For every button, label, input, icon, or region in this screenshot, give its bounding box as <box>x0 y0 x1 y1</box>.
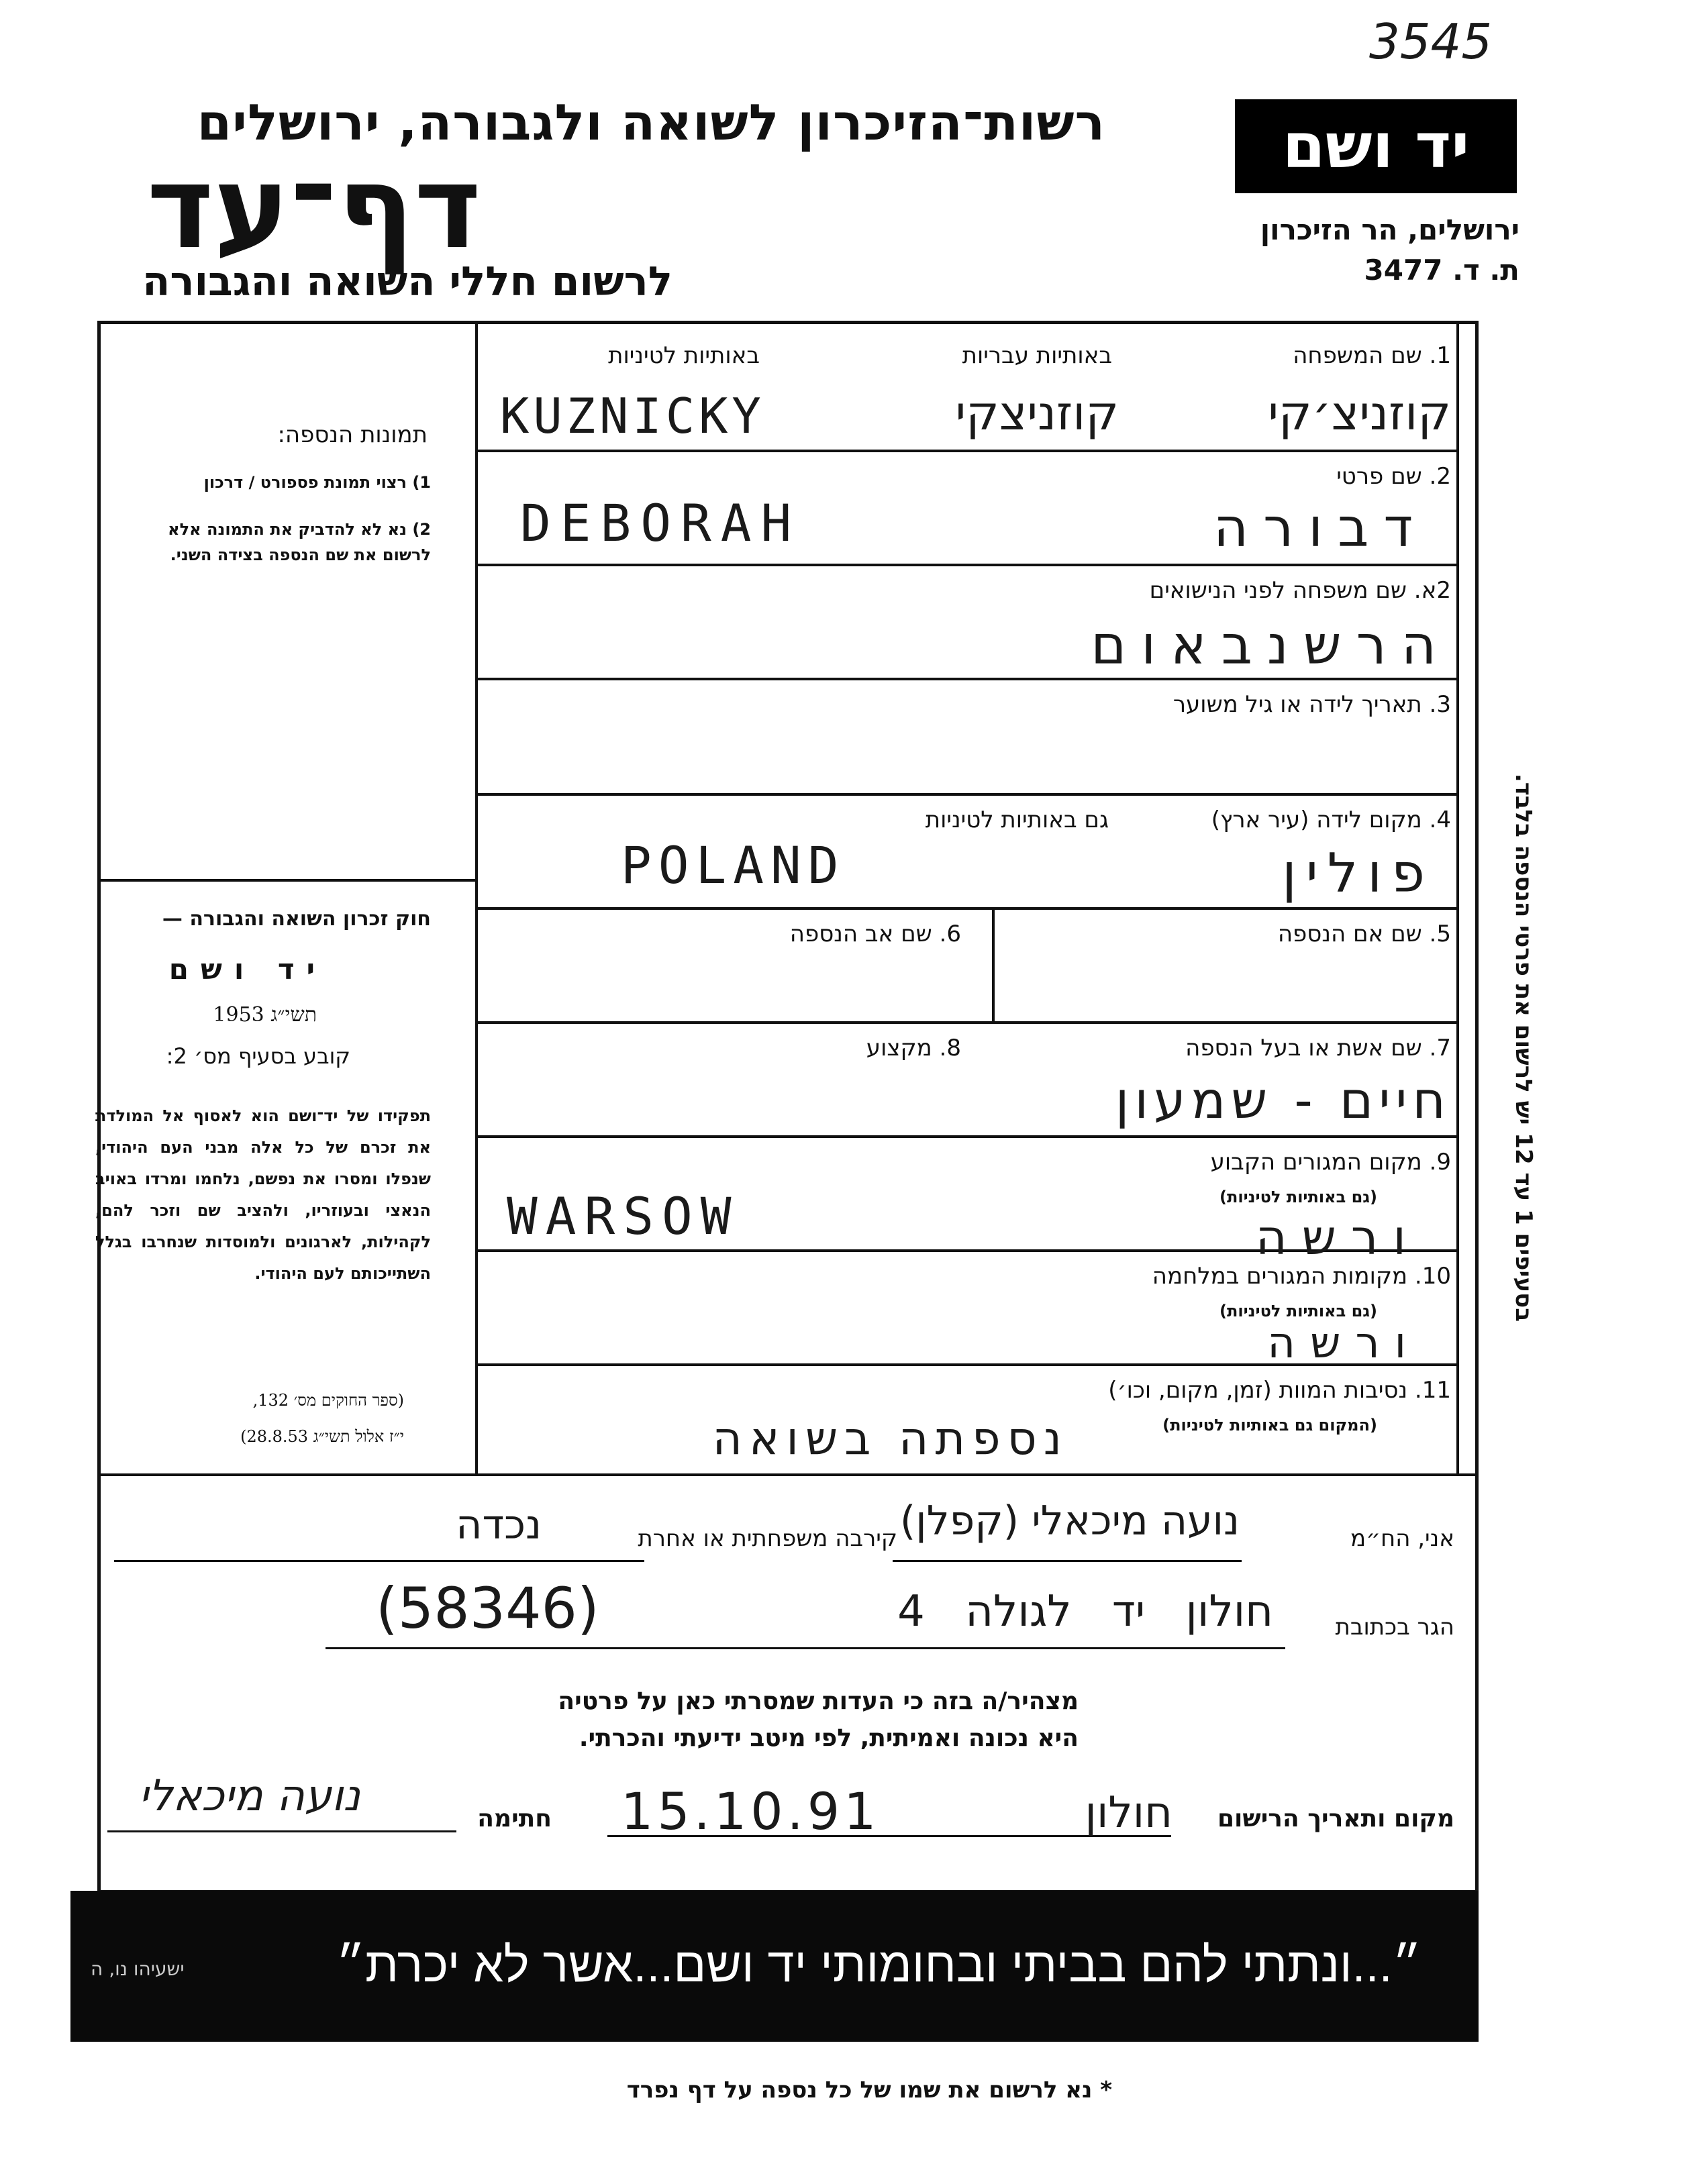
law-name: יד ושם <box>168 953 327 986</box>
law-source-1: (ספר החוקים מס׳ 132, <box>252 1391 404 1410</box>
declarant-name[interactable]: נועה מיכאלי (קפלן) <box>899 1498 1240 1545</box>
field-2-firstname-latin[interactable]: DEBORAH <box>520 493 801 553</box>
authority-title: רשות־הזיכרון לשואה ולגבורה, ירושלים <box>197 94 1105 152</box>
declaration-name-line <box>893 1560 1242 1562</box>
field-4-label: 4. מקום לידה (עיר ארץ) <box>1211 807 1451 833</box>
law-text: תפקידו של יד־ושם הוא לאסוף אל המולדת את זכרם של כל אלה מבני העם היהודי, שנפלו ומסרו את נפשם, נלחמו ומרדו באויב הנאצי ובעוזריו, ולהציב שם וזכר להם, לקהילות, לארגונים ולמוסדות שנחרבו בגלל השתייכותם לעם היהודי. <box>95 1106 431 1283</box>
page-subtitle: לרשום חללי השואה והגבורה <box>142 258 672 305</box>
registration-place[interactable]: חולון <box>1085 1788 1173 1838</box>
statement-line-1: מצהיר/ה בזה כי העדות שמסרתי כאן על פרטיה <box>558 1687 1079 1715</box>
photo-note-2: 2) נא לא להדביק את התמונה אלא לרשום את שם הנספה בצידה השני. <box>168 520 431 564</box>
field-10-wartime-residence[interactable]: ורשה <box>1267 1318 1421 1368</box>
row-line-7 <box>475 1135 1459 1138</box>
field-2-label: 2. שם פרטי <box>1336 463 1451 490</box>
place-date-label: מקום ותאריך הרישום <box>1217 1805 1454 1832</box>
row-line-4 <box>475 793 1459 796</box>
banner-source: ישעיהו נו, ה <box>91 1958 185 1980</box>
field-11-death-circumstances[interactable]: נספתה בשואה <box>712 1412 1068 1465</box>
field-1-hebrew-caption: באותיות עבריות <box>962 342 1112 369</box>
logo-text: יד ושם <box>1282 110 1470 182</box>
law-year: תשי״ג 1953 <box>213 1003 317 1027</box>
row-line-3 <box>475 678 1459 680</box>
field-4-birthplace-hebrew[interactable]: פולין <box>1282 842 1434 904</box>
row-line-6 <box>475 1021 1459 1024</box>
field-10-label: 10. מקומות המגורים במלחמה <box>1152 1263 1451 1290</box>
field-8-label: 8. מקצוע <box>866 1035 961 1061</box>
side-panel-divider <box>475 321 478 1476</box>
field-1-surname-hebrew[interactable]: קוזניצ׳קי <box>1268 386 1451 441</box>
declaration-prefix: אני, הח״מ <box>1350 1525 1454 1552</box>
page-title: דף־עד <box>146 142 481 274</box>
field-1-surname-hebrew-alt[interactable]: קוזניצקי <box>955 386 1119 441</box>
relation-label: קירבה משפחתית או אחרת <box>638 1525 897 1552</box>
row-line-1 <box>475 450 1459 452</box>
address-prefix: הגר בכתובת <box>1335 1614 1454 1641</box>
field-9-residence-latin[interactable]: WARSOW <box>507 1186 740 1246</box>
photo-note-1: 1) רצוי תמונת פספורט / דרכון <box>203 473 431 492</box>
field-9-residence-hebrew[interactable]: ורשה <box>1255 1209 1421 1265</box>
field-6-label: 6. שם אב הנספה <box>789 921 961 947</box>
footnote: * נא לרשום את שמו של כל נספה על דף נפרד <box>626 2077 1112 2103</box>
law-source-2: י״ז אלול תשי״ג 28.8.53) <box>240 1427 404 1446</box>
field-9-label: 9. מקום המגורים הקבוע <box>1210 1149 1451 1176</box>
row-line-2 <box>475 564 1459 566</box>
row-line-5 <box>475 907 1459 910</box>
field-9-subcaption: (גם באותיות לטיניות) <box>1219 1188 1377 1206</box>
address-value[interactable]: חולון יד לגולה 4 <box>897 1587 1273 1636</box>
field-7-label: 7. שם אשת או בעל הנספה <box>1185 1035 1451 1061</box>
field-1-surname-latin[interactable]: KUZNICKY <box>500 388 765 444</box>
field-1-label: 1. שם המשפחה <box>1293 342 1451 369</box>
law-title: חוק זכרון השואה והגבורה — <box>162 907 431 931</box>
statement-line-2: היא נכונה ואמיתית, לפי מיטב ידיעתי והכרתי. <box>579 1724 1079 1752</box>
relation-line <box>114 1560 644 1562</box>
field-4-latin-caption: גם באותיות לטיניות <box>925 807 1109 833</box>
signature: נועה מיכאלי <box>138 1771 360 1821</box>
field-1-latin-caption: באותיות לטיניות <box>608 342 760 369</box>
banner-quote: ״...ונתתי להם בביתי ובחומותי יד ושם...אשר לא יכרת״ <box>336 1938 1421 1992</box>
vertical-note: בסעיפים 1 עד 12 יש לרשום את פרטי הנספה בלבד. <box>1510 773 1537 1322</box>
mother-father-divider <box>992 909 995 1021</box>
law-clause: קובע בסעיף מס׳ 2: <box>166 1043 350 1069</box>
fields-right-border <box>1456 321 1459 1476</box>
field-5-label: 5. שם אם הנספה <box>1277 921 1451 947</box>
field-2a-maiden-name[interactable]: הרשנבאום <box>1091 614 1451 676</box>
field-11-label: 11. נסיבות המוות (זמן, מקום, וכו׳) <box>1108 1377 1451 1404</box>
relation-value[interactable]: נכדה <box>456 1502 542 1549</box>
file-number: 3545 <box>1369 13 1493 70</box>
field-2-firstname-hebrew[interactable]: דבורה <box>1213 497 1428 559</box>
field-2a-label: 2א. שם משפחה לפני הנישואים <box>1149 577 1451 604</box>
address-zip[interactable]: (58346) <box>376 1575 599 1641</box>
field-4-birthplace-latin[interactable]: POLAND <box>621 835 846 895</box>
logo-address-2: ת. ד. 3477 <box>1364 254 1519 287</box>
field-3-label: 3. תאריך לידה או גיל משוער <box>1173 691 1451 718</box>
row-line-10 <box>97 1473 1479 1476</box>
yad-vashem-logo <box>1235 99 1517 193</box>
registration-date[interactable]: 15.10.91 <box>621 1781 881 1841</box>
field-10-subcaption: (גם באותיות לטיניות) <box>1219 1302 1377 1320</box>
side-panel-separator <box>97 879 475 882</box>
address-line <box>326 1647 1285 1649</box>
signature-line <box>107 1830 456 1832</box>
field-7-spouse-name[interactable]: חיים - שמעון <box>1115 1070 1451 1130</box>
field-11-subcaption: (המקום גם באותיות לטיניות) <box>1162 1416 1377 1435</box>
quote-banner <box>70 1891 1479 2042</box>
signature-label: חתימה <box>477 1805 552 1832</box>
photo-heading: תמונות הנספה: <box>277 421 428 448</box>
logo-address-1: ירושלים, הר הזיכרון <box>1260 213 1519 246</box>
